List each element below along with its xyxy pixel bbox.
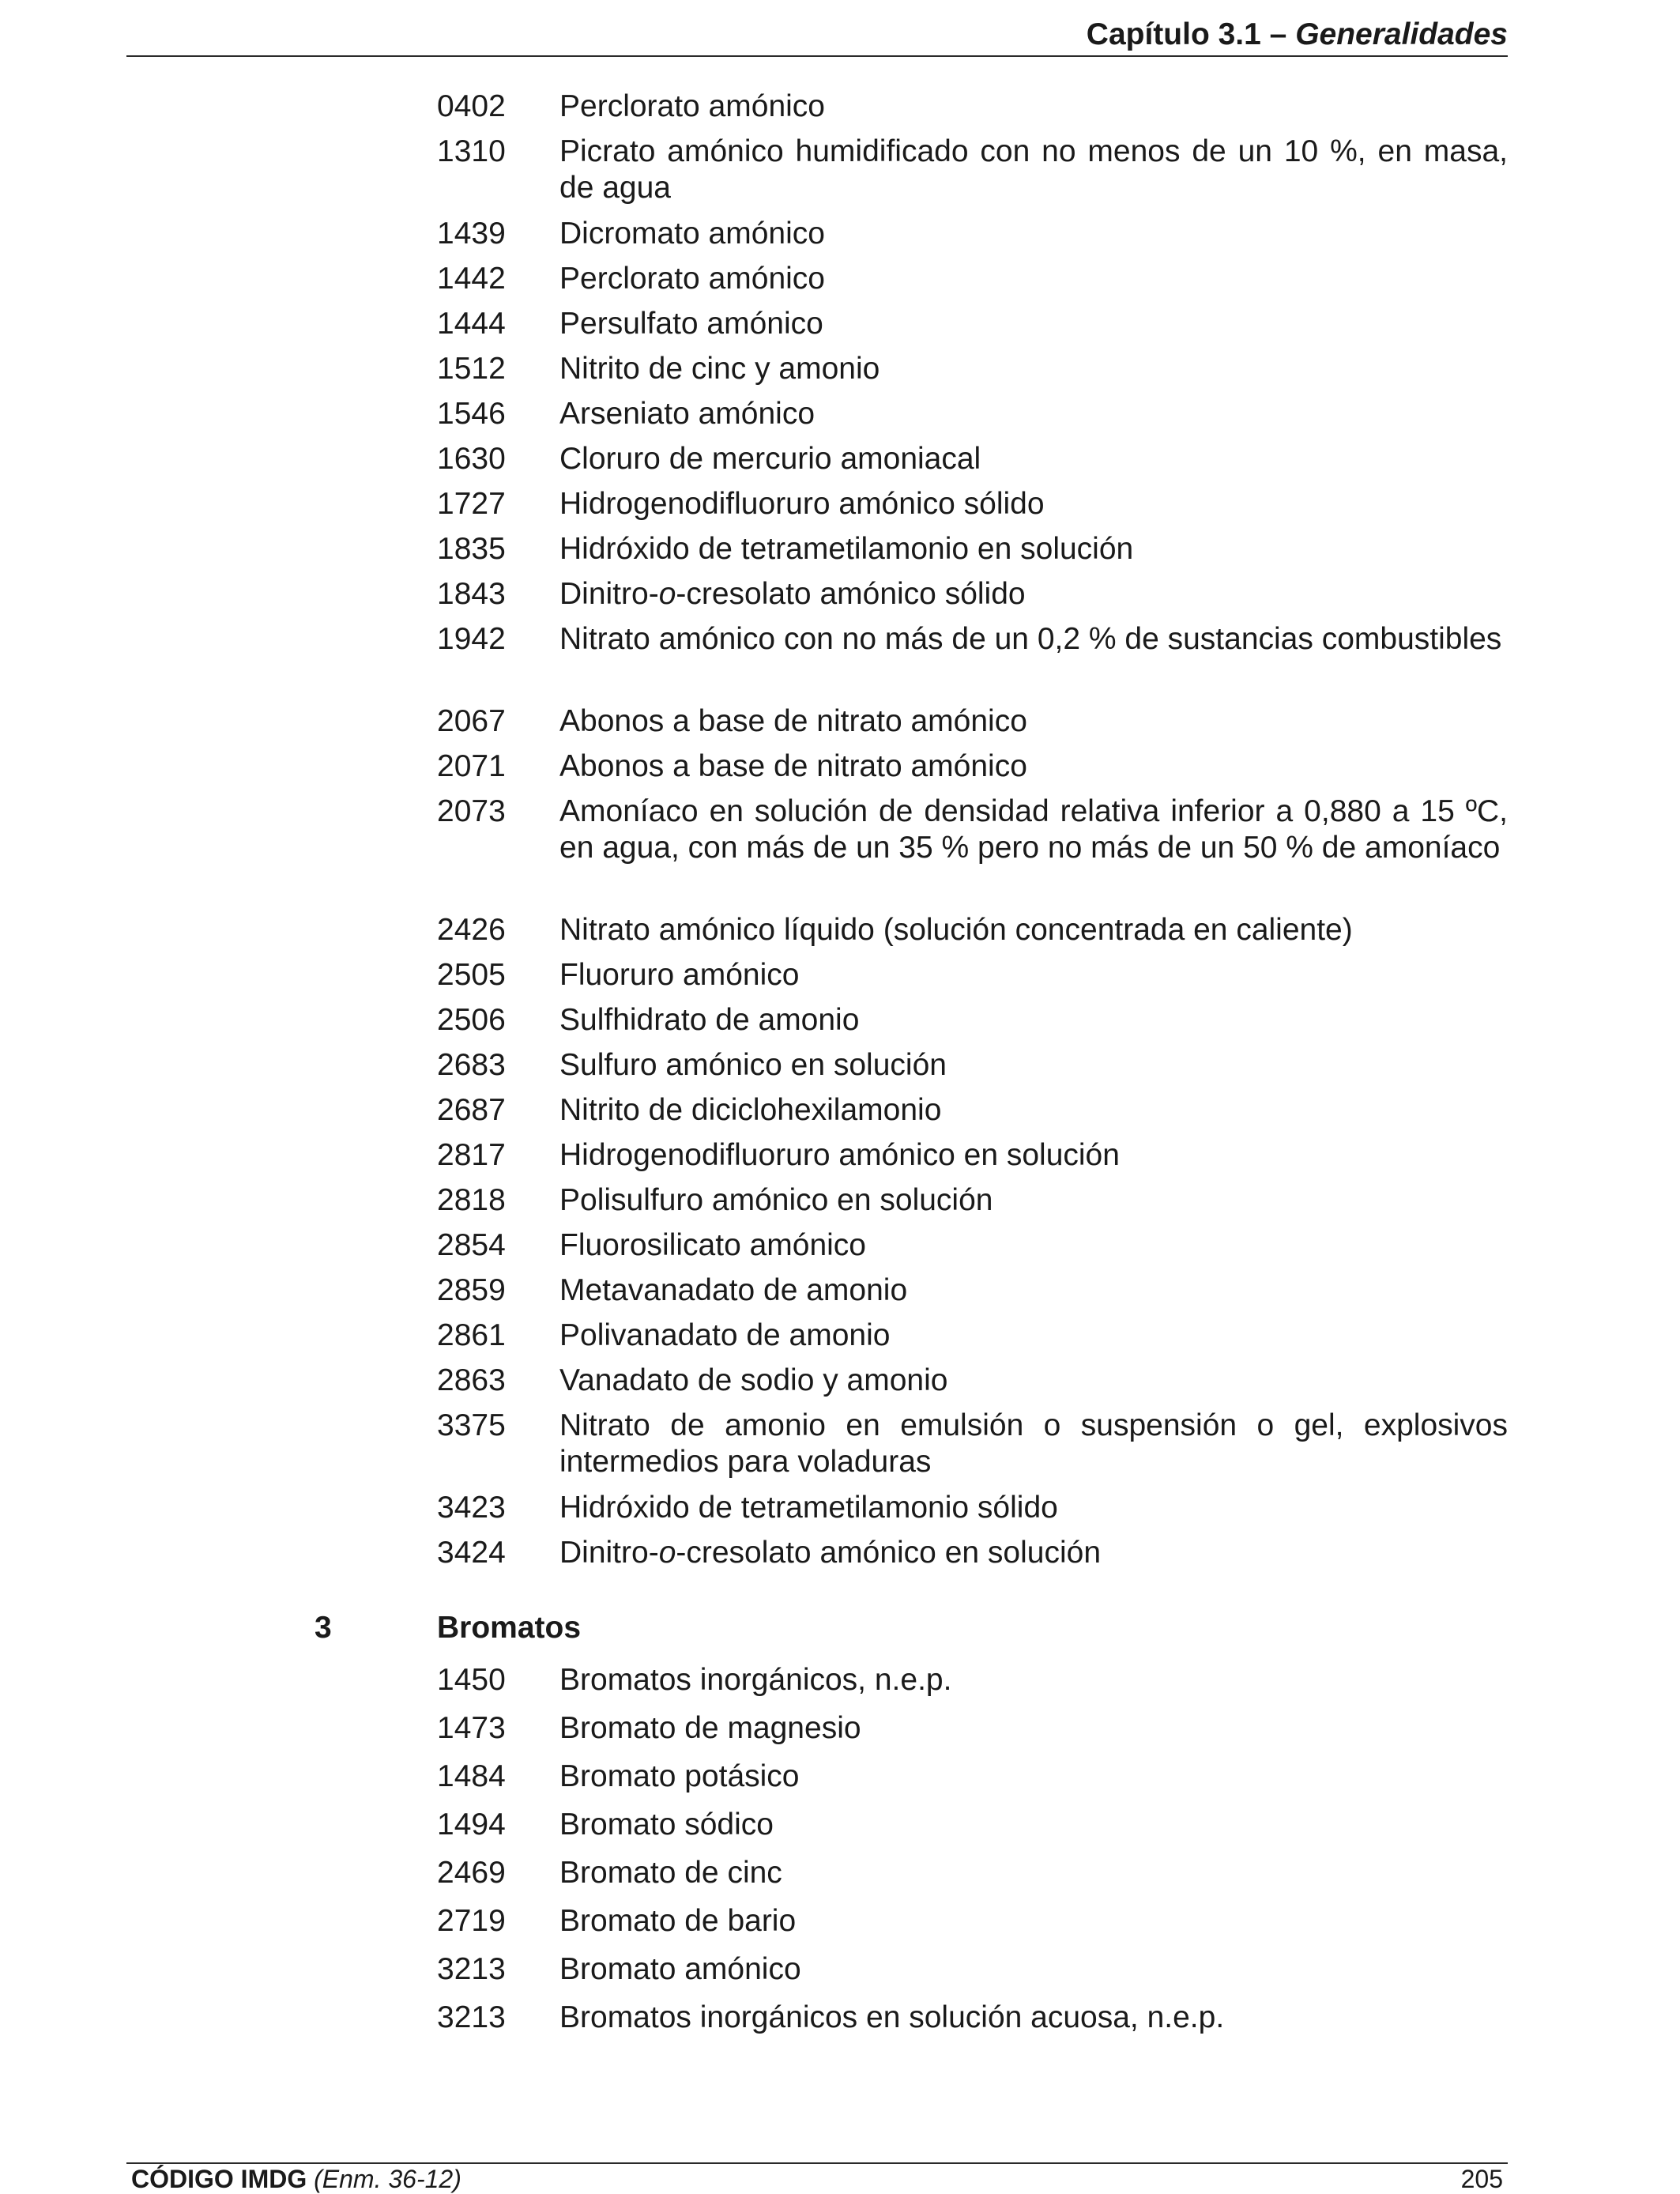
substance-name bbox=[559, 396, 1508, 432]
substance-name bbox=[559, 2000, 1508, 2036]
un-number: 1494 bbox=[437, 1808, 506, 1842]
substance-name-text: Abonos a base de nitrato amónico bbox=[559, 749, 1027, 783]
substance-name bbox=[559, 1408, 1508, 1480]
substance-name-text: Nitrato amónico con no más de un 0,2 % de sustancias combustibles bbox=[559, 622, 1502, 656]
substance-name bbox=[559, 1710, 1508, 1747]
chapter-title: Capítulo 3.1 – bbox=[1086, 17, 1296, 51]
substance-name-text: Bromato de magnesio bbox=[559, 1711, 861, 1745]
un-number: 1473 bbox=[437, 1711, 506, 1745]
substance-name-text: Bromato potásico bbox=[559, 1759, 800, 1793]
un-number: 1942 bbox=[437, 622, 506, 656]
un-number: 1835 bbox=[437, 532, 506, 566]
list-item bbox=[437, 1807, 1508, 1843]
substance-name-text: Sulfhidrato de amonio bbox=[559, 1003, 860, 1037]
substance-name-italic: o bbox=[658, 577, 676, 611]
un-number: 1444 bbox=[437, 307, 506, 341]
list-item bbox=[437, 1759, 1508, 1795]
substance-name-text: Sulfuro amónico en solución bbox=[559, 1048, 947, 1082]
un-number: 2426 bbox=[437, 913, 506, 947]
substance-name bbox=[559, 1182, 1508, 1219]
un-number: 2506 bbox=[437, 1003, 506, 1037]
un-number: 3424 bbox=[437, 1536, 506, 1570]
substance-name-text: Nitrato amónico líquido (solución concentrada en caliente) bbox=[559, 913, 1353, 947]
substance-name bbox=[559, 1318, 1508, 1354]
un-number: 2683 bbox=[437, 1048, 506, 1082]
substance-name-italic: o bbox=[658, 1536, 676, 1570]
list-item bbox=[437, 1490, 1508, 1526]
list-item bbox=[437, 1903, 1508, 1940]
section-title: Bromatos bbox=[437, 1611, 582, 1645]
substance-name-text: Abonos a base de nitrato amónico bbox=[559, 704, 1027, 738]
substance-name-text: Bromato de cinc bbox=[559, 1856, 782, 1890]
un-number: 1310 bbox=[437, 134, 506, 168]
substance-name-text: Nitrato de amonio en emulsión o suspensión o gel, explosivos intermedios para voladuras bbox=[559, 1408, 1508, 1479]
substance-name bbox=[559, 1759, 1508, 1795]
un-number: 1630 bbox=[437, 442, 506, 476]
un-number: 2859 bbox=[437, 1273, 506, 1307]
substance-name-text: Cloruro de mercurio amoniacal bbox=[559, 442, 981, 476]
substance-name-text: Bromato de bario bbox=[559, 1904, 797, 1938]
un-number: 2071 bbox=[437, 749, 506, 783]
un-number: 2469 bbox=[437, 1856, 506, 1890]
un-number: 1450 bbox=[437, 1663, 506, 1697]
substance-name-text: Dinitro- bbox=[559, 1536, 659, 1570]
un-number: 1512 bbox=[437, 352, 506, 386]
substance-name-text: Perclorato amónico bbox=[559, 262, 825, 296]
substance-name bbox=[559, 1002, 1508, 1039]
substance-name-text: Fluoruro amónico bbox=[559, 958, 800, 992]
substance-name-text: Nitrito de diciclohexilamonio bbox=[559, 1093, 942, 1127]
substance-name-text: Picrato amónico humidificado con no menos de un 10 %, en masa, de agua bbox=[559, 134, 1508, 205]
list-item bbox=[437, 216, 1508, 252]
substance-name bbox=[559, 1855, 1508, 1891]
substance-name bbox=[559, 1662, 1508, 1698]
list-item bbox=[437, 794, 1508, 866]
list-item bbox=[437, 486, 1508, 522]
list-item bbox=[437, 748, 1508, 785]
un-number: 3213 bbox=[437, 1952, 506, 1986]
list-item bbox=[437, 1182, 1508, 1219]
page-header bbox=[126, 14, 1508, 57]
substance-name-text: Amoníaco en solución de densidad relativa inferior a 0,880 a 15 ºC, en agua, con más de un 35 % pero no más de un 50 % de amoníaco bbox=[559, 794, 1508, 865]
list-item bbox=[437, 1047, 1508, 1084]
substance-name-text: Metavanadato de amonio bbox=[559, 1273, 908, 1307]
substance-name bbox=[559, 1903, 1508, 1940]
un-number: 2863 bbox=[437, 1363, 506, 1397]
list-item bbox=[437, 1855, 1508, 1891]
substance-name bbox=[559, 576, 1508, 613]
substance-name bbox=[559, 486, 1508, 522]
substance-name-text: Hidrogenodifluoruro amónico en solución bbox=[559, 1138, 1120, 1172]
substance-name-text: Arseniato amónico bbox=[559, 397, 816, 431]
substance-name-text-end: -cresolato amónico sólido bbox=[676, 577, 1026, 611]
list-item bbox=[437, 351, 1508, 387]
page-footer bbox=[126, 2162, 1508, 2192]
list-item bbox=[437, 441, 1508, 477]
substance-name bbox=[559, 261, 1508, 297]
substance-name bbox=[559, 1047, 1508, 1084]
un-number: 3213 bbox=[437, 2000, 506, 2034]
substance-name-text: Bromatos inorgánicos en solución acuosa, n.e.p. bbox=[559, 2000, 1225, 2034]
section-number: 3 bbox=[315, 1611, 332, 1645]
un-number: 2817 bbox=[437, 1138, 506, 1172]
list-item bbox=[437, 1363, 1508, 1399]
substance-name-text: Vanadato de sodio y amonio bbox=[559, 1363, 948, 1397]
substance-name bbox=[559, 1137, 1508, 1174]
substance-name bbox=[559, 912, 1508, 948]
un-number: 1727 bbox=[437, 487, 506, 521]
un-number: 1439 bbox=[437, 217, 506, 251]
list-item bbox=[437, 703, 1508, 740]
substance-name-text: Perclorato amónico bbox=[559, 89, 825, 123]
substance-name bbox=[559, 351, 1508, 387]
list-item bbox=[437, 576, 1508, 613]
list-item bbox=[437, 1092, 1508, 1129]
substance-name-text: Hidróxido de tetrametilamonio sólido bbox=[559, 1491, 1058, 1525]
substance-name-text: Bromato amónico bbox=[559, 1952, 801, 1986]
substance-name bbox=[559, 1092, 1508, 1129]
footer-code-name: CÓDIGO IMDG bbox=[131, 2165, 307, 2193]
substance-name bbox=[559, 1535, 1508, 1571]
un-number: 2067 bbox=[437, 704, 506, 738]
list-item bbox=[437, 1408, 1508, 1480]
list-item bbox=[437, 621, 1508, 658]
substance-name bbox=[559, 1951, 1508, 1988]
substance-name-text: Hidrogenodifluoruro amónico sólido bbox=[559, 487, 1045, 521]
substance-name bbox=[559, 794, 1508, 866]
substance-name bbox=[559, 1490, 1508, 1526]
substance-name bbox=[559, 531, 1508, 567]
un-number: 2073 bbox=[437, 794, 506, 828]
list-item bbox=[437, 1002, 1508, 1039]
un-number: 2505 bbox=[437, 958, 506, 992]
un-number: 1546 bbox=[437, 397, 506, 431]
substance-name-text: Bromato sódico bbox=[559, 1808, 774, 1842]
un-number: 2687 bbox=[437, 1093, 506, 1127]
list-item bbox=[437, 1710, 1508, 1747]
list-item bbox=[437, 1227, 1508, 1264]
un-number: 1484 bbox=[437, 1759, 506, 1793]
footer-title bbox=[131, 2164, 461, 2194]
substance-name-text: Hidróxido de tetrametilamonio en solución bbox=[559, 532, 1134, 566]
un-number: 1843 bbox=[437, 577, 506, 611]
un-number: 2719 bbox=[437, 1904, 506, 1938]
list-item bbox=[437, 957, 1508, 993]
substance-name bbox=[559, 1807, 1508, 1843]
un-number: 3375 bbox=[437, 1408, 506, 1442]
footer-edition: (Enm. 36-12) bbox=[314, 2165, 461, 2193]
list-item bbox=[437, 1662, 1508, 1698]
substance-name-text: Polisulfuro amónico en solución bbox=[559, 1183, 993, 1217]
substance-name-text: Polivanadato de amonio bbox=[559, 1318, 891, 1352]
list-item bbox=[437, 1951, 1508, 1988]
substance-name-text: Dinitro- bbox=[559, 577, 659, 611]
un-number: 3423 bbox=[437, 1491, 506, 1525]
page-number: 205 bbox=[1460, 2165, 1503, 2193]
list-item bbox=[437, 1272, 1508, 1309]
un-number: 0402 bbox=[437, 89, 506, 123]
list-item bbox=[437, 396, 1508, 432]
substance-name-text: Dicromato amónico bbox=[559, 217, 825, 251]
substance-name bbox=[559, 216, 1508, 252]
substance-name-text: Bromatos inorgánicos, n.e.p. bbox=[559, 1663, 952, 1697]
substance-name bbox=[559, 957, 1508, 993]
list-item bbox=[437, 89, 1508, 125]
list-item bbox=[437, 912, 1508, 948]
list-item bbox=[437, 2000, 1508, 2036]
substance-name bbox=[559, 1363, 1508, 1399]
substance-name bbox=[559, 89, 1508, 125]
un-number: 2818 bbox=[437, 1183, 506, 1217]
list-item bbox=[437, 1535, 1508, 1571]
substance-name bbox=[559, 134, 1508, 206]
substance-name bbox=[559, 748, 1508, 785]
list-item bbox=[437, 306, 1508, 342]
list-item bbox=[437, 1318, 1508, 1354]
substance-name bbox=[559, 306, 1508, 342]
substance-name bbox=[559, 621, 1508, 658]
chapter-subtitle: Generalidades bbox=[1295, 17, 1508, 51]
list-item bbox=[437, 1137, 1508, 1174]
substance-name-text: Persulfato amónico bbox=[559, 307, 823, 341]
substance-name bbox=[559, 1227, 1508, 1264]
list-item bbox=[437, 531, 1508, 567]
substance-name-text: Nitrito de cinc y amonio bbox=[559, 352, 880, 386]
un-number: 2854 bbox=[437, 1228, 506, 1262]
substance-name-text-end: -cresolato amónico en solución bbox=[676, 1536, 1102, 1570]
substance-name-text: Fluorosilicato amónico bbox=[559, 1228, 867, 1262]
list-item bbox=[437, 134, 1508, 206]
substance-name bbox=[559, 441, 1508, 477]
list-item bbox=[437, 261, 1508, 297]
un-number: 2861 bbox=[437, 1318, 506, 1352]
un-number: 1442 bbox=[437, 262, 506, 296]
substance-name bbox=[559, 703, 1508, 740]
substance-name bbox=[559, 1272, 1508, 1309]
